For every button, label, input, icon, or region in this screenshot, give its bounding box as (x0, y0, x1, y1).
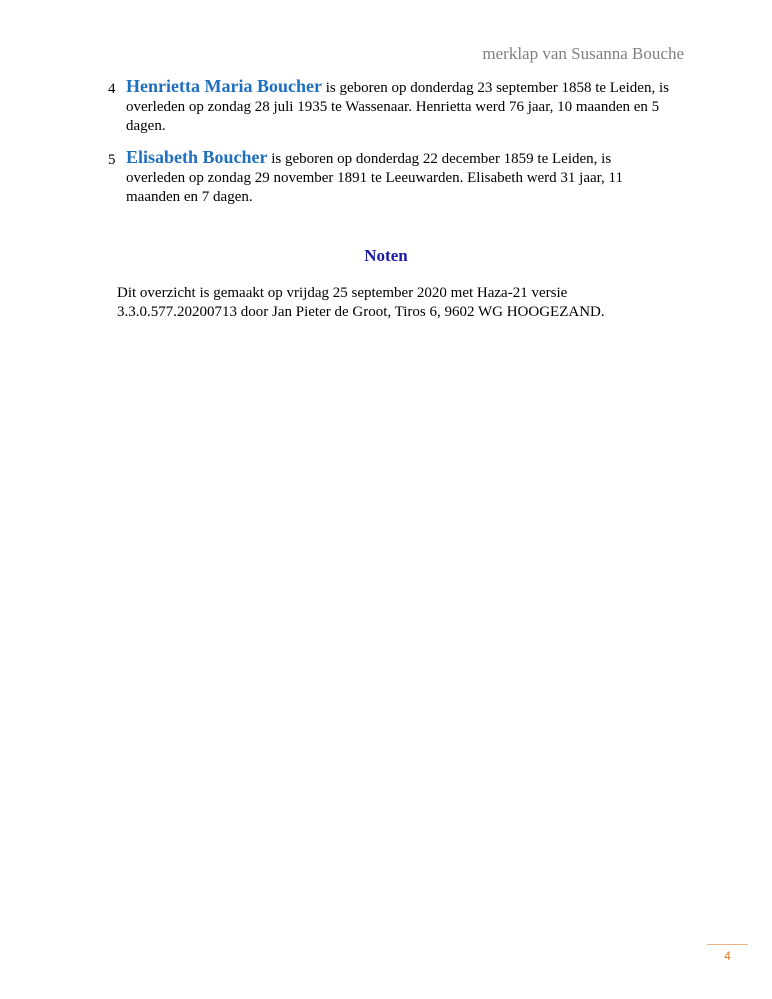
entry-number: 4 (108, 81, 116, 97)
person-entry-4 (108, 77, 674, 136)
notes-heading: Noten (364, 246, 408, 265)
entry-text: is geboren op donderdag 22 december 1859 te Leiden, is overleden op zondag 29 november 1891 te Leeuwarden. Elisabeth werd 31 jaar, 11 maanden en 7 dagen. (126, 151, 623, 205)
entry-number: 5 (108, 152, 116, 168)
entry-body (126, 77, 674, 136)
person-entry-5 (108, 148, 674, 207)
page-number: 4 (724, 949, 731, 963)
entry-text: is geboren op donderdag 23 september 1858 te Leiden, is overleden op zondag 28 juli 1935 te Wassenaar. Henrietta werd 76 jaar, 10 maanden en 5 dagen. (126, 80, 669, 134)
notes-text: Dit overzicht is gemaakt op vrijdag 25 september 2020 met Haza-21 versie 3.3.0.577.20200713 door Jan Pieter de Groot, Tiros 6, 9602 WG HOOGEZAND. (117, 285, 605, 320)
running-header: merklap van Susanna Bouche (482, 44, 684, 63)
person-name: Henrietta Maria Boucher (126, 76, 322, 96)
entry-body (126, 148, 674, 207)
person-name: Elisabeth Boucher (126, 147, 268, 167)
footer-divider (707, 944, 748, 945)
